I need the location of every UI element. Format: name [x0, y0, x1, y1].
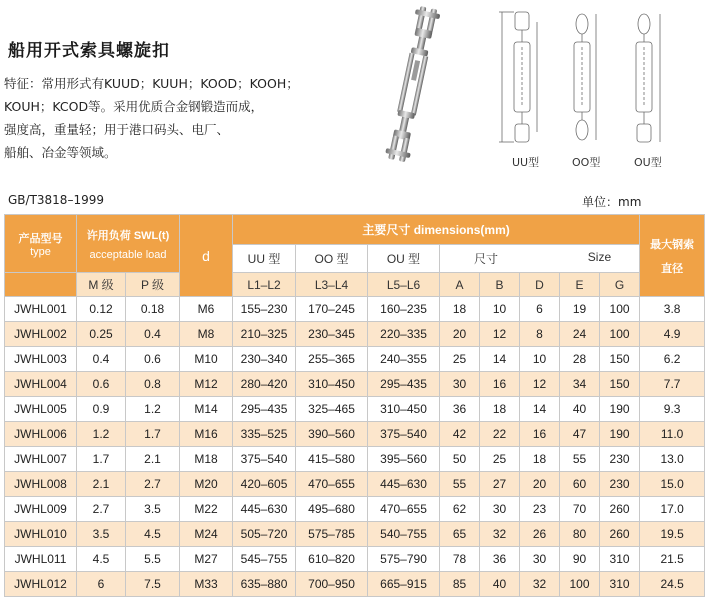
- l34-cell: 325–465: [296, 397, 368, 422]
- d-dim-cell: 23: [520, 497, 560, 522]
- product-description: [4, 72, 314, 164]
- l12-cell: 230–340: [233, 347, 296, 372]
- e-cell: 80: [560, 522, 600, 547]
- l34-cell: 575–785: [296, 522, 368, 547]
- l56-cell: 540–755: [368, 522, 440, 547]
- b-cell: 40: [480, 572, 520, 597]
- l34-cell: 495–680: [296, 497, 368, 522]
- e-cell: 60: [560, 472, 600, 497]
- e-cell: 28: [560, 347, 600, 372]
- d-cell: M33: [180, 572, 233, 597]
- d-cell: M14: [180, 397, 233, 422]
- max-rope-cell: 3.8: [640, 297, 705, 322]
- l12-cell: 335–525: [233, 422, 296, 447]
- a-cell: 50: [440, 447, 480, 472]
- d-cell: M24: [180, 522, 233, 547]
- l34-header: L3–L4: [296, 273, 368, 297]
- g-cell: 100: [600, 322, 640, 347]
- e-cell: 34: [560, 372, 600, 397]
- d-dim-cell: 26: [520, 522, 560, 547]
- g-header: G: [600, 273, 640, 297]
- l12-cell: 505–720: [233, 522, 296, 547]
- turnbuckle-photo: [382, 0, 442, 170]
- l56-cell: 310–450: [368, 397, 440, 422]
- max-rope-cell: 17.0: [640, 497, 705, 522]
- l34-cell: 700–950: [296, 572, 368, 597]
- type-subheader: [5, 273, 77, 297]
- a-cell: 85: [440, 572, 480, 597]
- p-grade-cell: 0.4: [126, 322, 180, 347]
- uu-header: UU 型: [233, 245, 296, 273]
- technical-drawings: [492, 2, 692, 174]
- g-cell: 260: [600, 522, 640, 547]
- table-row: [5, 447, 705, 472]
- e-header: E: [560, 273, 600, 297]
- d-header: d: [180, 215, 233, 297]
- d-cell: M6: [180, 297, 233, 322]
- l34-cell: 610–820: [296, 547, 368, 572]
- uu-type-label: UU型: [512, 156, 540, 169]
- table-row: [5, 397, 705, 422]
- m-grade-cell: 6: [77, 572, 126, 597]
- type-cell: JWHL007: [5, 447, 77, 472]
- m-grade-cell: 0.4: [77, 347, 126, 372]
- ou-drawing: [636, 14, 660, 142]
- b-cell: 30: [480, 497, 520, 522]
- type-cell: JWHL004: [5, 372, 77, 397]
- b-cell: 36: [480, 547, 520, 572]
- a-cell: 65: [440, 522, 480, 547]
- l56-cell: 240–355: [368, 347, 440, 372]
- b-cell: 25: [480, 447, 520, 472]
- m-grade-cell: 3.5: [77, 522, 126, 547]
- a-cell: 25: [440, 347, 480, 372]
- m-grade-cell: 0.25: [77, 322, 126, 347]
- max-rope-cell: 19.5: [640, 522, 705, 547]
- l34-cell: 470–655: [296, 472, 368, 497]
- b-cell: 32: [480, 522, 520, 547]
- d-dim-cell: 6: [520, 297, 560, 322]
- l56-cell: 160–235: [368, 297, 440, 322]
- spec-table: [4, 214, 705, 597]
- max-rope-cell: 7.7: [640, 372, 705, 397]
- l12-cell: 635–880: [233, 572, 296, 597]
- type-cell: JWHL006: [5, 422, 77, 447]
- a-cell: 30: [440, 372, 480, 397]
- m-grade-cell: 1.2: [77, 422, 126, 447]
- p-grade-cell: 5.5: [126, 547, 180, 572]
- type-cell: JWHL008: [5, 472, 77, 497]
- e-cell: 47: [560, 422, 600, 447]
- d-dim-cell: 8: [520, 322, 560, 347]
- d-cell: M20: [180, 472, 233, 497]
- m-grade-cell: 2.1: [77, 472, 126, 497]
- d-dim-cell: 18: [520, 447, 560, 472]
- g-cell: 230: [600, 472, 640, 497]
- max-rope-cell: 24.5: [640, 572, 705, 597]
- swl-header: 许用负荷 SWL(t) acceptable load: [77, 215, 180, 273]
- oo-drawing: [574, 14, 596, 140]
- ou-type-label: OU型: [634, 156, 662, 169]
- d-cell: M22: [180, 497, 233, 522]
- type-cell: JWHL010: [5, 522, 77, 547]
- d-dim-cell: 20: [520, 472, 560, 497]
- l12-cell: 445–630: [233, 497, 296, 522]
- l12-header: L1–L2: [233, 273, 296, 297]
- a-header: A: [440, 273, 480, 297]
- l12-cell: 420–605: [233, 472, 296, 497]
- description-line: 强度高，重量轻；用于港口码头、电厂、: [4, 122, 230, 137]
- d-dim-cell: 32: [520, 572, 560, 597]
- max-rope-cell: 11.0: [640, 422, 705, 447]
- m-grade-header: M 级: [77, 273, 126, 297]
- type-cell: JWHL003: [5, 347, 77, 372]
- table-row: [5, 322, 705, 347]
- max-rope-cell: 15.0: [640, 472, 705, 497]
- l56-cell: 295–435: [368, 372, 440, 397]
- table-row: [5, 422, 705, 447]
- l12-cell: 210–325: [233, 322, 296, 347]
- a-cell: 78: [440, 547, 480, 572]
- ou-header: OU 型: [368, 245, 440, 273]
- e-cell: 90: [560, 547, 600, 572]
- uu-drawing: [499, 12, 537, 142]
- max-rope-cell: 13.0: [640, 447, 705, 472]
- type-cell: JWHL002: [5, 322, 77, 347]
- d-cell: M12: [180, 372, 233, 397]
- p-grade-cell: 1.2: [126, 397, 180, 422]
- l12-cell: 295–435: [233, 397, 296, 422]
- a-cell: 42: [440, 422, 480, 447]
- l56-cell: 470–655: [368, 497, 440, 522]
- g-cell: 260: [600, 497, 640, 522]
- p-grade-cell: 0.8: [126, 372, 180, 397]
- table-row: [5, 372, 705, 397]
- type-cell: JWHL012: [5, 572, 77, 597]
- a-cell: 55: [440, 472, 480, 497]
- description-line: KOUH；KCOD等。采用优质合金钢锻造而成，: [4, 99, 264, 114]
- p-grade-cell: 0.18: [126, 297, 180, 322]
- m-grade-cell: 1.7: [77, 447, 126, 472]
- e-cell: 24: [560, 322, 600, 347]
- e-cell: 100: [560, 572, 600, 597]
- table-row: [5, 297, 705, 322]
- g-cell: 190: [600, 422, 640, 447]
- type-cell: JWHL011: [5, 547, 77, 572]
- d-cell: M10: [180, 347, 233, 372]
- table-row: [5, 497, 705, 522]
- b-cell: 12: [480, 322, 520, 347]
- a-cell: 62: [440, 497, 480, 522]
- e-cell: 40: [560, 397, 600, 422]
- table-row: [5, 572, 705, 597]
- a-cell: 36: [440, 397, 480, 422]
- oo-header: OO 型: [296, 245, 368, 273]
- b-header: B: [480, 273, 520, 297]
- d-cell: M16: [180, 422, 233, 447]
- l34-cell: 415–580: [296, 447, 368, 472]
- type-cell: JWHL001: [5, 297, 77, 322]
- g-cell: 310: [600, 572, 640, 597]
- p-grade-cell: 4.5: [126, 522, 180, 547]
- d-dim-cell: 16: [520, 422, 560, 447]
- d-dim-header: D: [520, 273, 560, 297]
- description-line: 特征：常用形式有KUUD；KUUH；KOOD；KOOH；: [4, 76, 299, 91]
- table-row: [5, 347, 705, 372]
- l56-cell: 665–915: [368, 572, 440, 597]
- b-cell: 22: [480, 422, 520, 447]
- e-cell: 70: [560, 497, 600, 522]
- standard-code: GB/T3818–1999: [8, 193, 104, 207]
- table-row: [5, 547, 705, 572]
- m-grade-cell: 0.12: [77, 297, 126, 322]
- b-cell: 10: [480, 297, 520, 322]
- d-dim-cell: 10: [520, 347, 560, 372]
- b-cell: 16: [480, 372, 520, 397]
- b-cell: 27: [480, 472, 520, 497]
- p-grade-header: P 级: [126, 273, 180, 297]
- max-rope-cell: 6.2: [640, 347, 705, 372]
- g-cell: 150: [600, 372, 640, 397]
- l34-cell: 310–450: [296, 372, 368, 397]
- p-grade-cell: 2.1: [126, 447, 180, 472]
- d-cell: M27: [180, 547, 233, 572]
- max-rope-cell: 4.9: [640, 322, 705, 347]
- oo-type-label: OO型: [572, 156, 601, 169]
- l12-cell: 280–420: [233, 372, 296, 397]
- d-cell: M18: [180, 447, 233, 472]
- table-row: [5, 472, 705, 497]
- type-cell: JWHL009: [5, 497, 77, 522]
- p-grade-cell: 2.7: [126, 472, 180, 497]
- unit-label: 单位：mm: [582, 195, 642, 209]
- max-rope-cell: 21.5: [640, 547, 705, 572]
- b-cell: 18: [480, 397, 520, 422]
- l56-cell: 375–540: [368, 422, 440, 447]
- max-rope-cell: 9.3: [640, 397, 705, 422]
- e-cell: 19: [560, 297, 600, 322]
- d-dim-cell: 12: [520, 372, 560, 397]
- l34-cell: 170–245: [296, 297, 368, 322]
- a-cell: 18: [440, 297, 480, 322]
- p-grade-cell: 3.5: [126, 497, 180, 522]
- a-cell: 20: [440, 322, 480, 347]
- d-dim-cell: 30: [520, 547, 560, 572]
- d-dim-cell: 14: [520, 397, 560, 422]
- p-grade-cell: 1.7: [126, 422, 180, 447]
- l56-cell: 395–560: [368, 447, 440, 472]
- l34-cell: 255–365: [296, 347, 368, 372]
- p-grade-cell: 0.6: [126, 347, 180, 372]
- d-cell: M8: [180, 322, 233, 347]
- e-cell: 55: [560, 447, 600, 472]
- l34-cell: 230–345: [296, 322, 368, 347]
- spec-table-body: [5, 297, 705, 597]
- dimensions-header: 主要尺寸 dimensions(mm): [233, 215, 640, 245]
- l12-cell: 375–540: [233, 447, 296, 472]
- l34-cell: 390–560: [296, 422, 368, 447]
- g-cell: 230: [600, 447, 640, 472]
- m-grade-cell: 0.6: [77, 372, 126, 397]
- l56-cell: 220–335: [368, 322, 440, 347]
- b-cell: 14: [480, 347, 520, 372]
- max-rope-header: 最大钢索 直径: [640, 215, 705, 297]
- p-grade-cell: 7.5: [126, 572, 180, 597]
- description-line: 船舶、冶金等领域。: [4, 145, 117, 160]
- l12-cell: 155–230: [233, 297, 296, 322]
- l12-cell: 545–755: [233, 547, 296, 572]
- type-header: 产品型号 type: [5, 215, 77, 273]
- g-cell: 100: [600, 297, 640, 322]
- type-cell: JWHL005: [5, 397, 77, 422]
- l56-header: L5–L6: [368, 273, 440, 297]
- g-cell: 310: [600, 547, 640, 572]
- g-cell: 190: [600, 397, 640, 422]
- m-grade-cell: 4.5: [77, 547, 126, 572]
- m-grade-cell: 2.7: [77, 497, 126, 522]
- m-grade-cell: 0.9: [77, 397, 126, 422]
- product-title: 船用开式索具螺旋扣: [8, 41, 170, 61]
- table-row: [5, 522, 705, 547]
- size-header: 尺寸 Size: [440, 245, 640, 273]
- l56-cell: 445–630: [368, 472, 440, 497]
- g-cell: 150: [600, 347, 640, 372]
- l56-cell: 575–790: [368, 547, 440, 572]
